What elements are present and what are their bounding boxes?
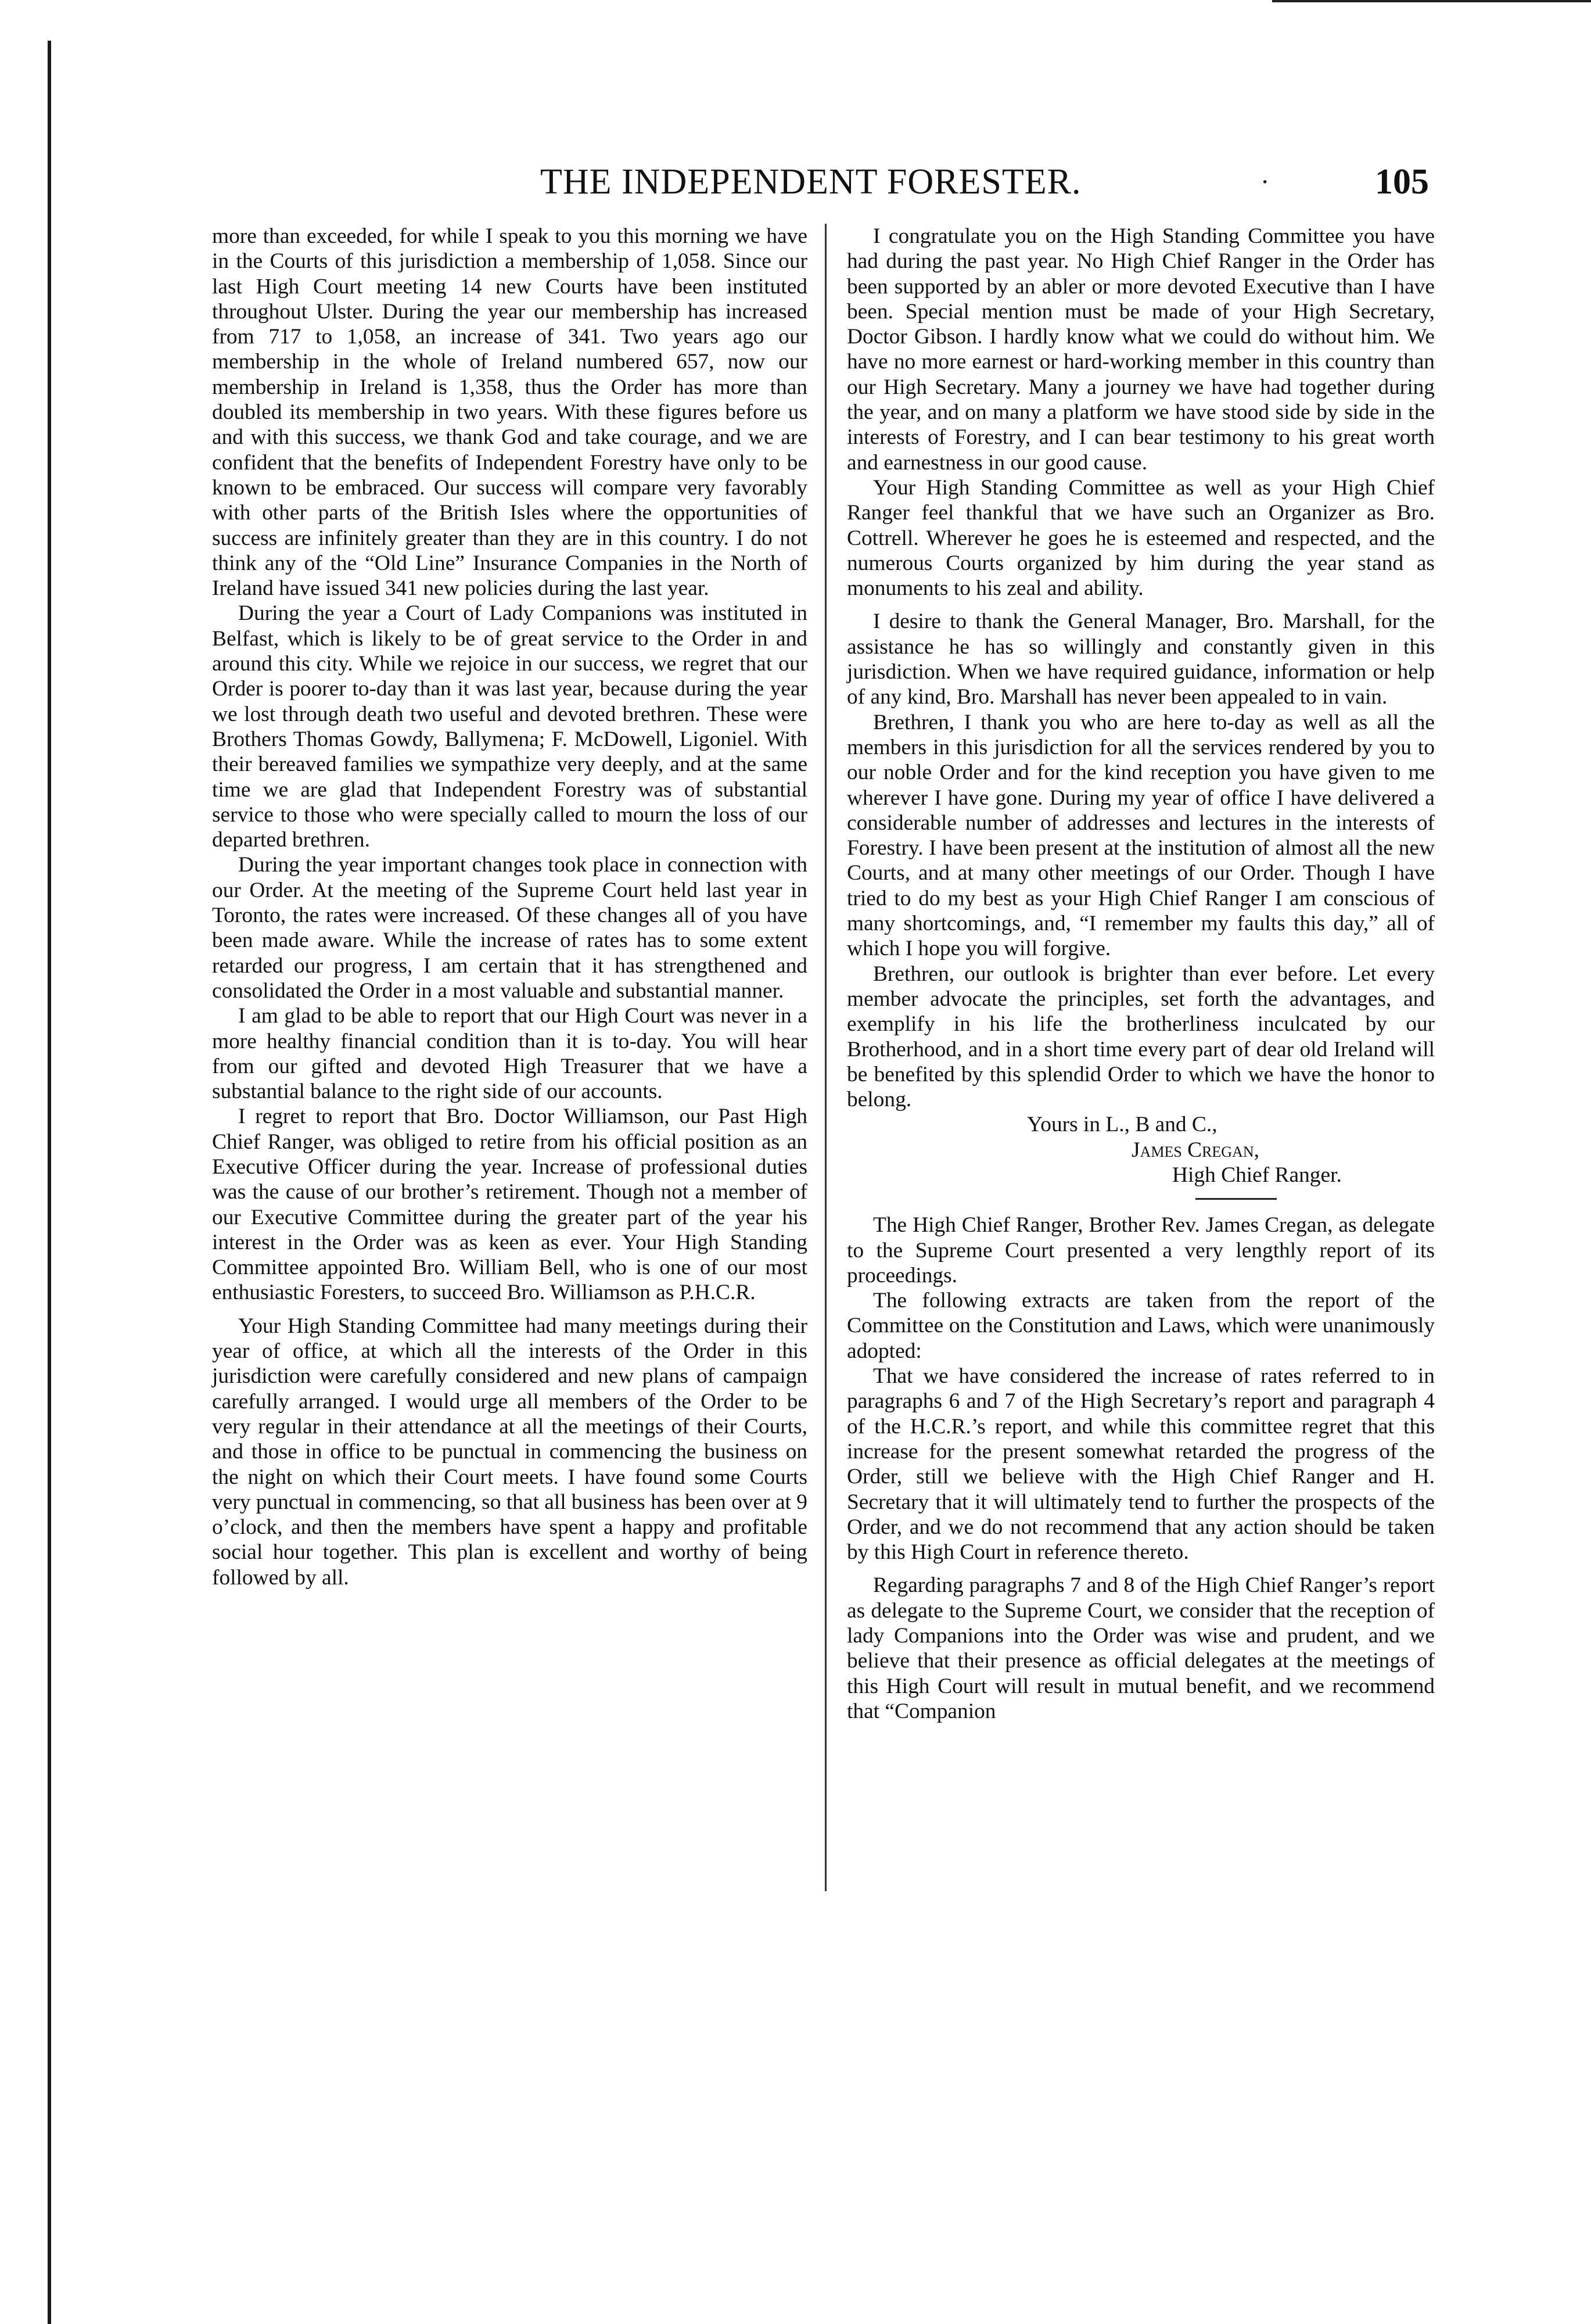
paragraph: That we have considered the increase of rates referred to in paragraphs 6 and 7 of the High Secretary’s report and paragraph 4 of the H.C.R.’s report, and while this committee regret that this increase for the present somewhat retarded the progress of the Order, still we believe with the High Chief Ranger and H. Secretary that it will ultimately tend to further the prospects of the Order, and we do not recommend that any action should be taken by this High Court in reference thereto. — [847, 1364, 1435, 1565]
paragraph: I congratulate you on the High Standing Committee you have had during the past year. No High Chief Ranger in the Order has been supported by an abler or more devoted Executive than I have been. Special mention must be made of your High Secretary, Doctor Gibson. I hardly know what we could do without him. We have no more earnest or hard-working member in this country than our High Secretary. Many a journey we have had together during the year, and on many a platform we have stood side by side in the interests of Forestry, and I can bear testimony to his great worth and earnestness in our good cause. — [847, 224, 1435, 475]
page-title: THE INDEPENDENT FORESTER. — [540, 162, 1082, 202]
paragraph: The High Chief Ranger, Brother Rev. James Cregan, as delegate to the Supreme Court presented a very lengthly report of its proceedings. — [847, 1213, 1435, 1287]
section-rule — [1195, 1198, 1277, 1200]
header-dot: · — [1260, 167, 1270, 196]
paragraph: Brethren, our outlook is brighter than ever before. Let every member advocate the principles, set forth the advantages, and exemplify in his life the brotherliness inculcated by our Brotherhood, and in a short time every part of dear old Ireland will be benefited by this splendid Order to which we have the honor to belong. — [847, 962, 1435, 1112]
page-header — [215, 162, 1429, 214]
paragraph: During the year important changes took place in connection with our Order. At the meeting of the Supreme Court held last year in Toronto, the rates were increased. Of these changes all of you have been made aware. While the increase of rates has to some extent retarded our progress, I am certain that it has strengthened and consolidated the Order in a most valuable and substantial manner. — [212, 853, 807, 1003]
signature-closing: Yours in L., B and C., — [1027, 1113, 1218, 1137]
paragraph: I am glad to be able to report that our High Court was never in a more healthy financial condition than it is to-day. You will hear from our gifted and devoted High Treasurer that we have a substantial balance to the right side of our accounts. — [212, 1004, 807, 1104]
signature-name: James Cregan, — [1132, 1138, 1259, 1162]
left-column — [212, 224, 807, 1590]
paragraph: I desire to thank the General Manager, Bro. Marshall, for the assistance he has so willingly and constantly given in this jurisdiction. When we have required guidance, information or help of any kind, Bro. Marshall has never been appealed to in vain. — [847, 609, 1435, 709]
right-column — [847, 224, 1435, 1724]
paragraph: I regret to report that Bro. Doctor Williamson, our Past High Chief Ranger, was obliged to retire from his official position as an Executive Officer during the year. Increase of professional duties was the cause of our brother’s retirement. Though not a member of our Executive Committee during the greater part of the year his interest in the Order was as keen as ever. Your High Standing Committee appointed Bro. William Bell, who is one of our most enthusiastic Foresters, to succeed Bro. Williamson as P.H.C.R. — [212, 1104, 807, 1305]
signature-block — [847, 1112, 1435, 1188]
paragraph: Your High Standing Committee as well as your High Chief Ranger feel thankful that we have such an Organizer as Bro. Cottrell. Wherever he goes he is esteemed and respected, and the numerous Courts organized by him during the year stand as monuments to his zeal and ability. — [847, 475, 1435, 601]
paragraph: The following extracts are taken from the report of the Committee on the Constitution and Laws, which were unanimously adopted: — [847, 1289, 1435, 1363]
column-divider — [825, 224, 827, 1891]
scan-edge-left — [48, 41, 51, 2324]
scan-edge-top — [1272, 0, 1591, 2]
paragraph: Brethren, I thank you who are here to-day as well as all the members in this jurisdiction for all the services rendered by you to our noble Order and for the kind reception you have given to me wherever I have gone. During my year of office I have delivered a considerable number of addresses and lectures in the interests of Forestry. I have been present at the institution of almost all the new Courts, and at many other meetings of our Order. Though I have tried to do my best as your High Chief Ranger I am conscious of many shortcomings, and, “I remember my faults this day,” all of which I hope you will forgive. — [847, 710, 1435, 961]
page-number: 105 — [1375, 162, 1429, 202]
paragraph: more than exceeded, for while I speak to you this morning we have in the Courts of this jurisdiction a membership of 1,058. Since our last High Court meeting 14 new Courts have been instituted throughout Ulster. During the year our membership has increased from 717 to 1,058, an increase of 341. Two years ago our membership in the whole of Ireland numbered 657, now our membership in Ireland is 1,358, thus the Order has more than doubled its membership in two years. With these figures before us and with this success, we thank God and take courage, and we are confident that the benefits of Independent Forestry have only to be known to be embraced. Our success will compare very favorably with other parts of the British Isles where the opportunities of success are infinitely greater than they are in this country. I do not think any of the “Old Line” Insurance Companies in the North of Ireland have issued 341 new policies during the last year. — [212, 224, 807, 601]
paragraph: Your High Standing Committee had many meetings during their year of office, at which all the interests of the Order in this jurisdiction were carefully considered and new plans of campaign carefully arranged. I would urge all members of the Order to be very regular in their attendance at all the meetings of their Courts, and those in office to be punctual in commencing the business on the night on which their Court meets. I have found some Courts very punctual in commencing, so that all business has been over at 9 o’clock, and then the members have spent a happy and profitable social hour together. This plan is excellent and worthy of being followed by all. — [212, 1314, 807, 1590]
paragraph: During the year a Court of Lady Companions was instituted in Belfast, which is likely to be of great service to the Order in and around this city. While we rejoice in our success, we regret that our Order is poorer to-day than it was last year, because during the year we lost through death two useful and devoted brethren. These were Brothers Thomas Gowdy, Ballymena; F. McDowell, Ligoniel. With their bereaved families we sympathize very deeply, and at the same time we are glad that Independent Forestry was of substantial service to those who were specially called to mourn the loss of our departed brethren. — [212, 601, 807, 852]
signature-title: High Chief Ranger. — [1172, 1163, 1342, 1187]
paragraph: Regarding paragraphs 7 and 8 of the High Chief Ranger’s report as delegate to the Supreme Court, we consider that the reception of lady Companions into the Order was wise and prudent, and we believe that their presence as official delegates at the meetings of this High Court will result in mutual benefit, and we recommend that “Companion — [847, 1573, 1435, 1723]
